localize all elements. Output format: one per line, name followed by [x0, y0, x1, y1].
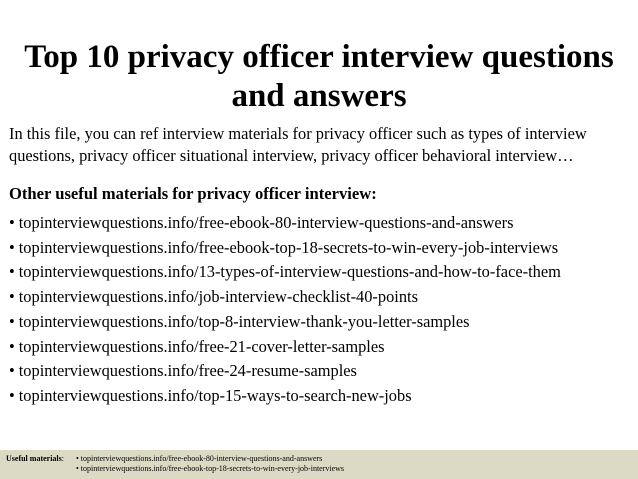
bullet-icon: •: [9, 385, 15, 405]
footer-label: [6, 454, 64, 464]
title-line-2: and answers: [231, 78, 407, 114]
link-text[interactable]: topinterviewquestions.info/free-ebook-80-interview-questions-and-answers: [18, 213, 514, 232]
list-item[interactable]: [9, 359, 561, 384]
materials-heading: Other useful materials for privacy officer interview:: [9, 184, 377, 203]
link-text[interactable]: topinterviewquestions.info/free-ebook-top-18-secrets-to-win-every-job-interviews: [18, 237, 559, 257]
footer-link-list: [76, 454, 344, 474]
bullet-icon: •: [9, 336, 15, 356]
list-item[interactable]: [9, 211, 561, 236]
list-item[interactable]: [9, 236, 561, 261]
materials-link-list: [9, 211, 561, 409]
link-text[interactable]: topinterviewquestions.info/top-8-interview-thank-you-letter-samples: [18, 311, 470, 331]
link-text[interactable]: topinterviewquestions.info/13-types-of-interview-questions-and-how-to-face-them: [18, 262, 561, 282]
list-item[interactable]: [9, 335, 561, 360]
footer-label-separator: :: [61, 454, 64, 463]
link-text[interactable]: topinterviewquestions.info/free-24-resume-samples: [18, 361, 357, 381]
footer-bar: [0, 450, 638, 479]
footer-label-text: Useful materials: [6, 454, 62, 463]
list-item[interactable]: [9, 384, 561, 409]
list-item[interactable]: [9, 260, 561, 285]
list-item[interactable]: [9, 310, 561, 335]
title-line-1: Top 10 privacy officer interview questions: [24, 39, 614, 75]
link-text[interactable]: topinterviewquestions.info/job-interview-checklist-40-points: [18, 287, 418, 307]
page-title: [0, 38, 638, 116]
bullet-icon: •: [9, 213, 15, 232]
footer-link[interactable]: • topinterviewquestions.info/free-ebook-top-18-secrets-to-win-every-job-interviews: [76, 464, 345, 473]
intro-line-2: questions, privacy officer situational interview, privacy officer behavioral interview…: [9, 146, 574, 165]
link-text[interactable]: topinterviewquestions.info/free-21-cover-letter-samples: [18, 336, 385, 356]
bullet-icon: •: [9, 311, 15, 331]
bullet-icon: •: [9, 361, 15, 381]
bullet-icon: •: [9, 237, 15, 257]
bullet-icon: •: [9, 287, 15, 307]
footer-link[interactable]: • topinterviewquestions.info/free-ebook-80-interview-questions-and-answers: [76, 454, 323, 463]
link-text[interactable]: topinterviewquestions.info/top-15-ways-to-search-new-jobs: [18, 385, 412, 405]
intro-line-1: In this file, you can ref interview materials for privacy officer such as types of interview: [9, 124, 587, 143]
intro-paragraph: [9, 123, 637, 167]
list-item[interactable]: [9, 285, 561, 310]
bullet-icon: •: [9, 262, 15, 282]
